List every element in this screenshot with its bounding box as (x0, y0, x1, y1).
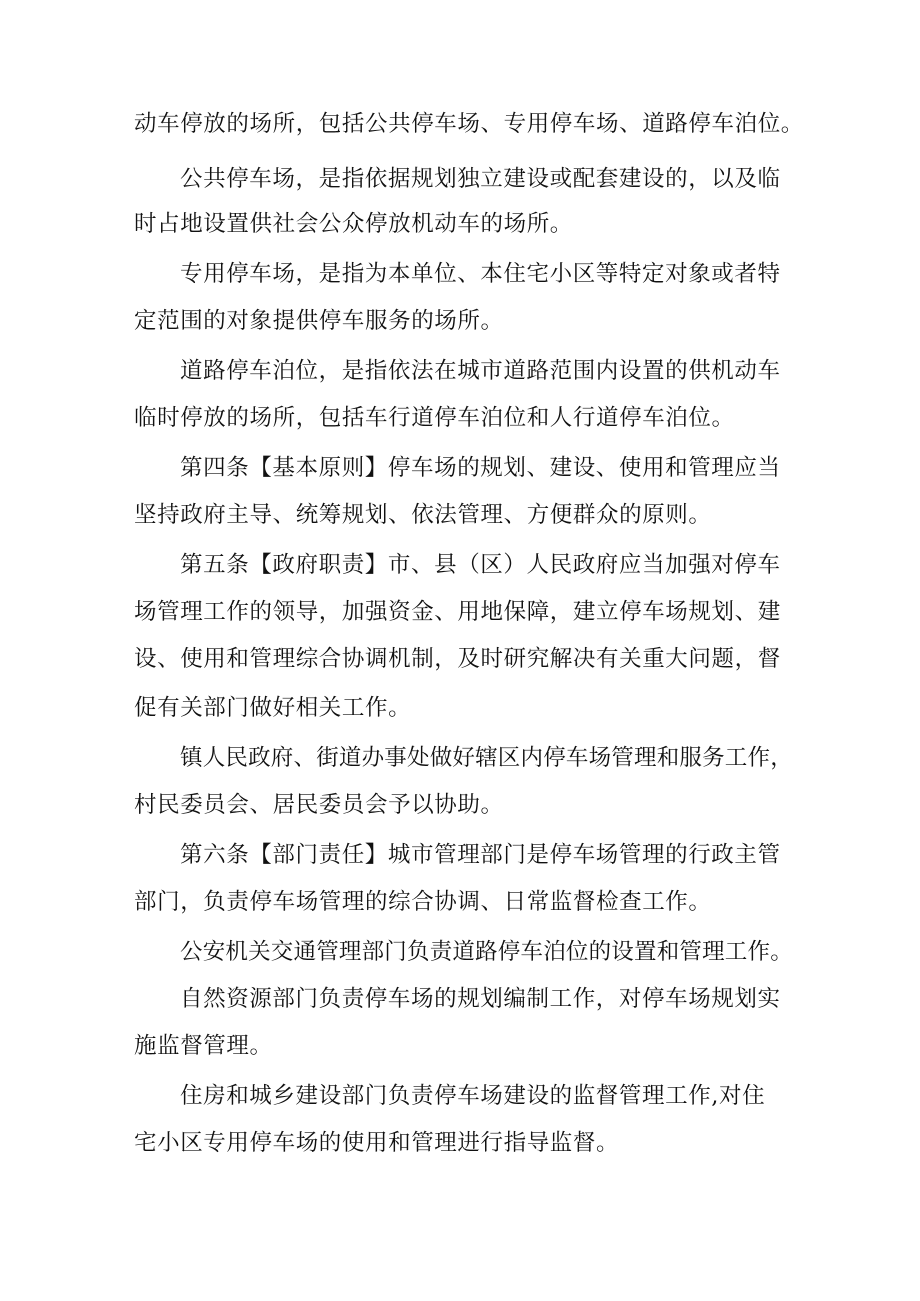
line-text: 部门，负责停车场管理的综合协调、日常监督检查工作。 (134, 889, 712, 915)
text-line (0, 204, 920, 244)
line-text: 住房和城乡建设部门负责停车场建设的监督管理工作,对住 (180, 1083, 766, 1109)
line-text: 坚持政府主导、统筹规划、依法管理、方便群众的原则。 (134, 502, 712, 528)
text-line (0, 104, 920, 144)
text-line (0, 495, 920, 535)
line-text: 第六条【部门责任】城市管理部门是停车场管理的行政主管 (180, 842, 781, 868)
line-text: 动车停放的场所，包括公共停车场、专用停车场、道路停车泊位。 (134, 111, 804, 137)
line-text: 第五条【政府职责】市、县（区）人民政府应当加强对停车 (180, 552, 781, 578)
text-line (0, 545, 920, 585)
line-text: 宅小区专用停车场的使用和管理进行指导监督。 (134, 1130, 620, 1156)
text-line (0, 398, 920, 438)
text-line (0, 835, 920, 875)
text-line (0, 592, 920, 632)
text-line (0, 932, 920, 972)
line-text: 促有关部门做好相关工作。 (134, 695, 412, 721)
line-text: 公共停车场，是指依据规划独立建设或配套建设的，以及临 (180, 166, 781, 192)
line-text: 专用停车场，是指为本单位、本住宅小区等特定对象或者特 (180, 261, 781, 287)
line-text: 临时停放的场所，包括车行道停车泊位和人行道停车泊位。 (134, 405, 735, 431)
text-line (0, 882, 920, 922)
text-line (0, 254, 920, 294)
line-text: 道路停车泊位，是指依法在城市道路范围内设置的供机动车 (180, 358, 781, 384)
text-line (0, 688, 920, 728)
text-line (0, 1026, 920, 1066)
line-text: 村民委员会、居民委员会予以协助。 (134, 792, 504, 818)
text-line (0, 351, 920, 391)
line-text: 第四条【基本原则】停车场的规划、建设、使用和管理应当 (180, 455, 781, 481)
text-line (0, 979, 920, 1019)
line-text: 镇人民政府、街道办事处做好辖区内停车场管理和服务工作， (180, 745, 793, 771)
text-line (0, 785, 920, 825)
line-text: 自然资源部门负责停车场的规划编制工作，对停车场规划实 (180, 986, 781, 1012)
text-line (0, 448, 920, 488)
text-line (0, 301, 920, 341)
line-text: 场管理工作的领导，加强资金、用地保障，建立停车场规划、建 (134, 599, 781, 625)
line-text: 定范围的对象提供停车服务的场所。 (134, 308, 504, 334)
text-line (0, 738, 920, 778)
line-text: 公安机关交通管理部门负责道路停车泊位的设置和管理工作。 (180, 939, 793, 965)
line-text: 设、使用和管理综合协调机制，及时研究解决有关重大问题，督 (134, 646, 781, 672)
text-line (0, 1076, 920, 1116)
line-text: 施监督管理。 (134, 1033, 273, 1059)
text-line (0, 1123, 920, 1163)
text-line (0, 159, 920, 199)
line-text: 时占地设置供社会公众停放机动车的场所。 (134, 211, 573, 237)
text-line (0, 639, 920, 679)
